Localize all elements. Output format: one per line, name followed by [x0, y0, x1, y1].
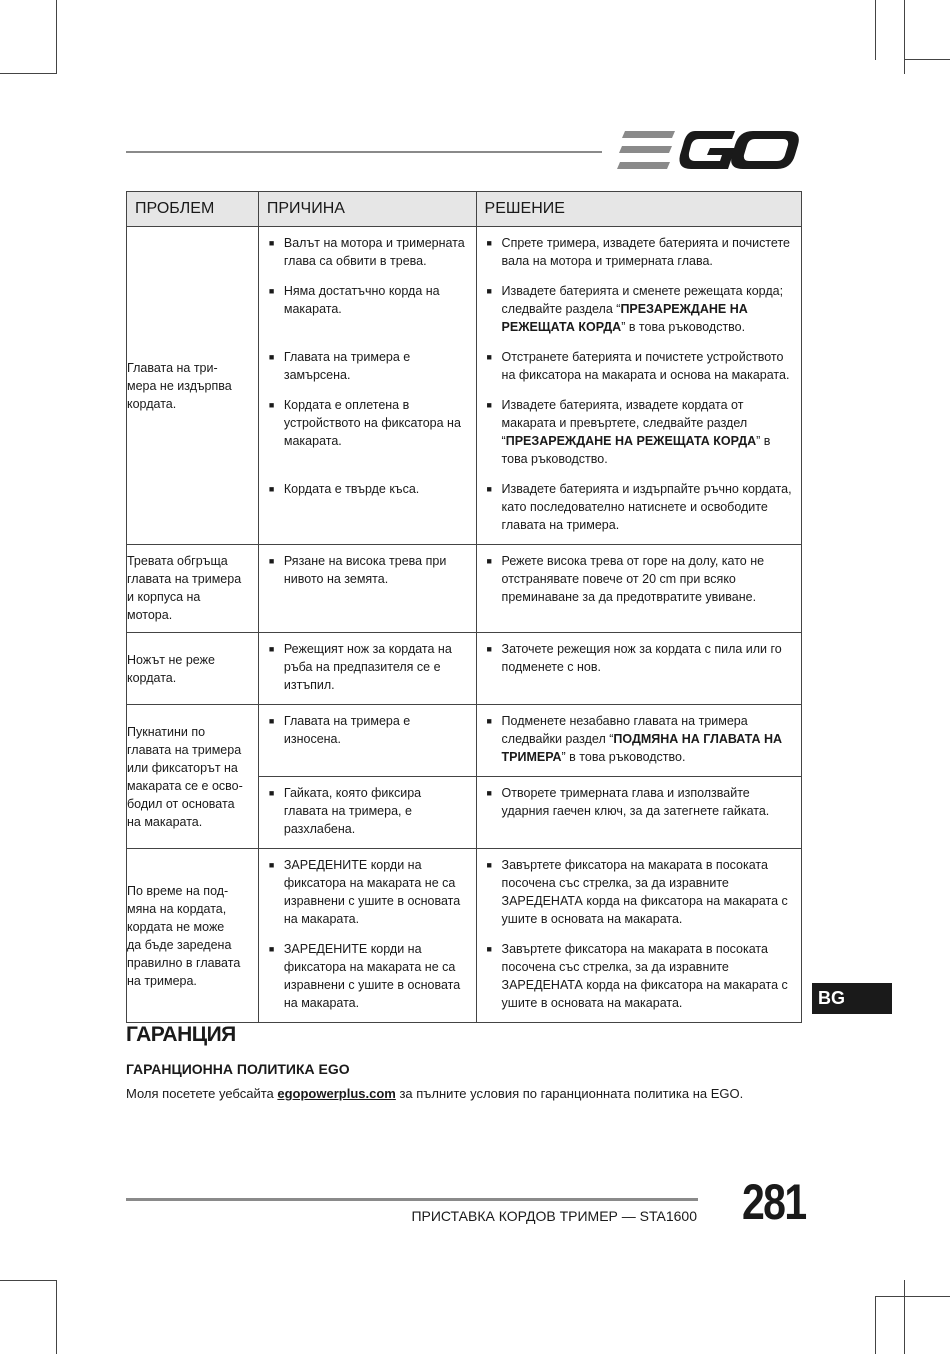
bullet-icon: ■ [268, 944, 275, 954]
cause-cell [258, 849, 476, 1023]
bullet-icon: ■ [486, 644, 492, 654]
table-row [127, 227, 802, 545]
table-row [127, 849, 802, 1023]
bullet-icon: ■ [268, 352, 275, 362]
cause-cell [258, 705, 476, 777]
crop-mark [875, 1296, 950, 1297]
list-item: ■ Завъртете фиксатора на макарата в посоката посочена със стрелка, за да изравните ЗАРЕДЕНАТА корда на фиксатора на макарата с ушите в основата на макарата. [486, 942, 788, 1010]
footer-rule [126, 1198, 698, 1201]
crop-mark [0, 1280, 57, 1281]
problem-cell [127, 633, 259, 705]
list-item: ■ Спрете тримера, извадете батерията и почистете вала на мотора и тримерната глава. [486, 236, 791, 268]
warranty-text: Моля посетете уебсайта egopowerplus.com за пълните условия по гаранционната политика на EGO. [126, 1086, 744, 1101]
bullet-icon: ■ [268, 556, 275, 566]
table-header-row [127, 192, 802, 227]
bullet-icon: ■ [268, 860, 275, 870]
list-item: ■ Кордата е оплетена в устройството на фиксатора на макарата. [269, 396, 468, 468]
problem-text: По време на под- мяна на кордата, кордата не може да бъде заредена правилно в главата на тримера. [127, 883, 241, 988]
solution-cell [476, 227, 801, 545]
solution-cell [476, 633, 801, 705]
bullet-icon: ■ [486, 944, 492, 954]
list-item: ■ Главата на тримера е износена. [269, 712, 468, 766]
crop-mark [875, 0, 876, 60]
list-item: ■ Режещият нож за кордата на ръба на предпазителя се е изтъпил. [268, 642, 452, 692]
list-item: ■ Извадете батерията и сменете режещата корда; следвайте раздела “ПРЕЗАРЕЖДАНЕ НА РЕЖЕЩАТА КОРДА” в това ръководство. [486, 284, 784, 334]
solution-cell [476, 705, 801, 777]
troubleshooting-table [126, 191, 802, 1023]
bullet-icon: ■ [268, 400, 275, 410]
bullet-icon: ■ [268, 716, 275, 726]
problem-cell [127, 545, 259, 633]
header-cause: ПРИЧИНА [258, 192, 476, 227]
list-item: ■ Подменете незабавно главата на тримера следвайки раздел “ПОДМЯНА НА ГЛАВАТА НА ТРИМЕРА” в това ръководство. [486, 714, 783, 764]
solution-cell [476, 545, 801, 633]
header-problem: ПРОБЛЕМ [127, 192, 259, 227]
list-item: ■ Рязане на висока трева при нивото на земята. [268, 554, 447, 586]
list-item: ■ ЗАРЕДЕНИТЕ корди на фиксатора на макарата не са изравнени с ушите в основата на макарата. [268, 942, 461, 1010]
bullet-icon: ■ [486, 860, 492, 870]
list-item: ■ Отворете тримерната глава и използвайте ударния гаечен ключ, за да затегнете гайката. [486, 786, 770, 818]
solution-cell [476, 849, 801, 1023]
bullet-icon: ■ [486, 484, 492, 494]
list-item: ■ Извадете батерията и издърпайте ръчно кордата, като последователно натиснете и освободите главата на тримера. [486, 482, 792, 532]
bullet-icon: ■ [486, 238, 492, 248]
bullet-icon: ■ [486, 400, 492, 410]
cause-cell [258, 777, 476, 849]
bullet-icon: ■ [268, 484, 275, 494]
bullet-icon: ■ [268, 788, 275, 798]
list-item: ■ Режете висока трева от горе на долу, като не отстранявате повече от 20 cm при всяко преминаване за да предотвратите увиване. [486, 554, 765, 604]
crop-mark [904, 59, 950, 60]
header-solution: РЕШЕНИЕ [476, 192, 801, 227]
problem-text: Ножът не реже кордата. [127, 652, 215, 685]
warranty-heading: ГАРАНЦИЯ [126, 1023, 236, 1046]
solution-cell [476, 777, 801, 849]
table-row [127, 633, 802, 705]
crop-mark [56, 1280, 57, 1354]
crop-mark [0, 73, 57, 74]
list-item: ■ Валът на мотора и тримерната глава са обвити в трева. [268, 236, 465, 268]
problem-text: Тревата обгръща главата на тримера и корпуса на мотора. [127, 554, 242, 622]
list-item: ■ Завъртете фиксатора на макарата в посоката посочена със стрелка, за да изравните ЗАРЕДЕНАТА корда на фиксатора на макарата с ушите в основата на макарата. [486, 858, 788, 926]
crop-mark [56, 0, 57, 74]
bullet-icon: ■ [268, 238, 275, 248]
list-item: ■ Главата на тримера е замърсена. [268, 350, 411, 382]
table-row [127, 705, 802, 777]
language-tab: BG [812, 983, 892, 1014]
problem-text: Пукнатини по главата на тримера или фиксаторът на макарата се е осво- бодил от основата на макарата. [127, 724, 243, 829]
bullet-icon: ■ [486, 352, 492, 362]
crop-mark [904, 1280, 905, 1354]
cause-cell [258, 227, 476, 545]
cause-cell [258, 633, 476, 705]
page-number: 281 [742, 1174, 806, 1230]
cause-cell [258, 545, 476, 633]
problem-cell [127, 227, 259, 545]
list-item: ■ Отстранете батерията и почистете устройството на фиксатора на макарата и основа на макарата. [486, 350, 790, 382]
list-item: ■ Извадете батерията, извадете кордата от макарата и превъртете, следвайте раздел “ПРЕЗАРЕЖДАНЕ НА РЕЖЕЩАТА КОРДА” в това ръководство. [486, 398, 771, 466]
table-row [127, 545, 802, 633]
bullet-icon: ■ [486, 286, 492, 296]
ego-logo [617, 127, 801, 173]
list-item: ■ Няма достатъчно корда на макарата. [269, 282, 468, 336]
problem-text: Главата на три- мера не издърпва кордата. [127, 360, 232, 411]
bullet-icon: ■ [486, 556, 492, 566]
website-link[interactable]: egopowerplus.com [277, 1086, 396, 1101]
bullet-icon: ■ [486, 788, 492, 798]
list-item: ■ ЗАРЕДЕНИТЕ корди на фиксатора на макарата не са изравнени с ушите в основата на макарата. [268, 858, 461, 926]
list-item: ■ Заточете режещия нож за кордата с пила или го подменете с нов. [486, 642, 782, 674]
crop-mark [904, 0, 905, 74]
problem-cell [127, 705, 259, 849]
crop-mark [875, 1296, 876, 1354]
warranty-subheading: ГАРАНЦИОННА ПОЛИТИКА EGO [126, 1061, 350, 1077]
list-item: ■ Гайката, която фиксира главата на тримера, е разхлабена. [268, 786, 422, 836]
footer-title: ПРИСТАВКА КОРДОВ ТРИМЕР — STA1600 [411, 1208, 697, 1224]
bullet-icon: ■ [486, 716, 492, 726]
bullet-icon: ■ [268, 644, 275, 654]
list-item: ■ Кордата е твърде къса. [269, 480, 468, 534]
bullet-icon: ■ [268, 286, 275, 296]
problem-cell [127, 849, 259, 1023]
header-rule [126, 151, 602, 153]
